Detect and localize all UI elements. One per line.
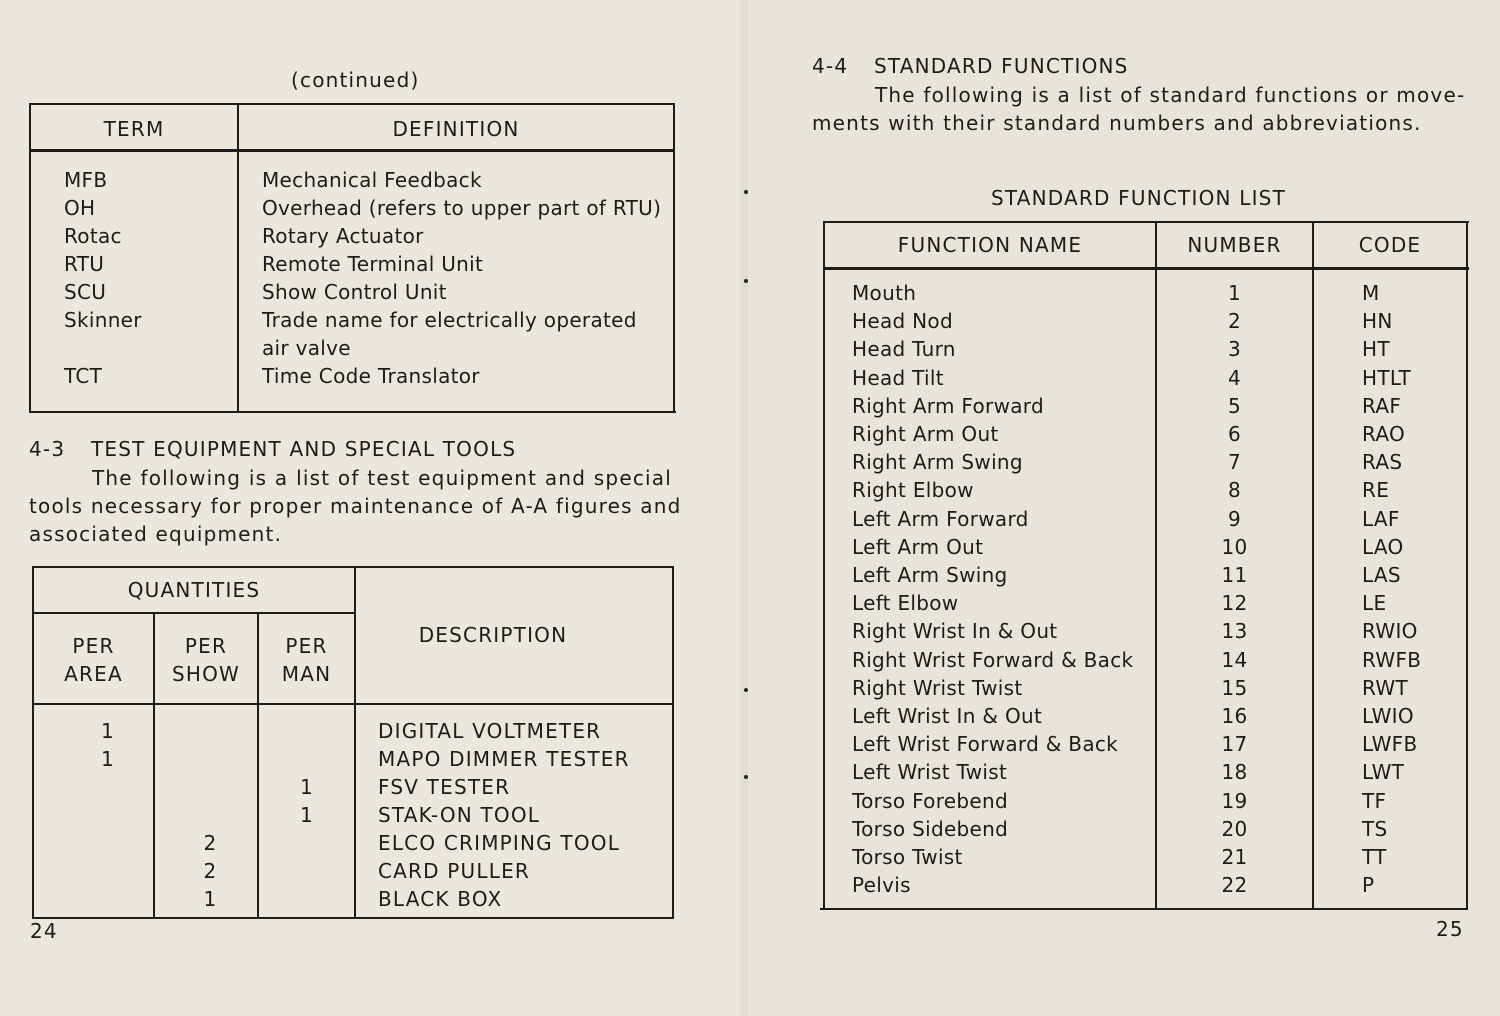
function-code-cell: RWT <box>1362 675 1408 700</box>
tool-description: CARD PULLER <box>378 859 531 883</box>
function-code-cell: HTLT <box>1362 365 1412 390</box>
function-code-cell: RAF <box>1362 393 1402 418</box>
function-code-cell: RAO <box>1362 422 1406 446</box>
function-code-cell: LWIO <box>1362 704 1414 728</box>
qty-per-man: 1 <box>299 803 314 827</box>
function-name-cell: Left Wrist Forward & Back <box>852 732 1119 757</box>
function-name-cell: Left Arm Swing <box>852 563 1008 587</box>
function-code-cell: LE <box>1362 591 1387 616</box>
function-code-cell: LWT <box>1362 760 1405 785</box>
right-page <box>748 0 1500 1016</box>
function-name-cell: Torso Sidebend <box>852 816 1009 841</box>
section-text-line: ments with their standard numbers and abbreviations. <box>812 111 1422 135</box>
function-code-cell: P <box>1362 873 1375 898</box>
function-number-cell: 16 <box>1221 704 1248 728</box>
per-show-header-line2: SHOW <box>171 662 241 686</box>
qty-per-area: 1 <box>100 747 115 771</box>
function-code-cell: LAS <box>1362 563 1401 587</box>
function-name-cell: Torso Forebend <box>852 788 1008 813</box>
section-number: 4-4 <box>812 54 849 78</box>
function-code-cell: RWFB <box>1362 647 1422 672</box>
term-cell: RTU <box>64 252 105 276</box>
function-name-cell: Right Arm Out <box>852 422 999 446</box>
function-code-cell: HT <box>1362 337 1390 362</box>
function-number-cell: 18 <box>1221 760 1248 785</box>
function-name-cell: Right Wrist In & Out <box>852 619 1058 644</box>
function-number-cell: 22 <box>1221 873 1248 898</box>
function-number-cell: 20 <box>1221 816 1248 841</box>
section-text-line: The following is a list of test equipment and special <box>92 466 672 490</box>
function-name-cell: Right Arm Forward <box>852 393 1044 418</box>
tool-description: ELCO CRIMPING TOOL <box>378 831 621 855</box>
function-number-cell: 19 <box>1221 788 1248 813</box>
list-title: STANDARD FUNCTION LIST <box>991 186 1286 210</box>
tool-description: STAK-ON TOOL <box>378 803 541 827</box>
definition-cell: Overhead (refers to upper part of RTU) <box>262 196 662 220</box>
function-number-cell: 8 <box>1227 478 1242 503</box>
function-number-cell: 4 <box>1227 365 1242 390</box>
description-header: DESCRIPTION <box>418 623 568 647</box>
function-number-cell: 21 <box>1221 845 1248 869</box>
qty-per-show: 1 <box>203 887 217 911</box>
left-page <box>0 0 748 1016</box>
term-cell: MFB <box>64 168 108 192</box>
tool-description: DIGITAL VOLTMETER <box>378 719 602 743</box>
tool-description: BLACK BOX <box>378 887 503 911</box>
definition-header: DEFINITION <box>392 117 520 141</box>
definition-cell: Trade name for electrically operated <box>262 308 637 332</box>
definition-cell: Show Control Unit <box>262 280 447 304</box>
number-header: NUMBER <box>1187 233 1282 257</box>
function-code-cell: RE <box>1362 478 1390 503</box>
function-number-cell: 3 <box>1227 337 1242 362</box>
function-name-cell: Right Wrist Forward & Back <box>852 647 1134 672</box>
code-header: CODE <box>1358 233 1422 257</box>
function-number-cell: 5 <box>1227 393 1242 418</box>
definition-cell: Rotary Actuator <box>262 224 424 248</box>
function-number-cell: 11 <box>1221 563 1248 587</box>
function-name-header: FUNCTION NAME <box>897 233 1083 257</box>
definition-cell: air valve <box>262 336 351 360</box>
qty-per-show: 2 <box>203 831 217 855</box>
function-code-cell: HN <box>1362 309 1393 334</box>
section-number: 4-3 <box>29 437 66 461</box>
section-text-line: tools necessary for proper maintenance of A-A figures and <box>29 494 682 518</box>
function-name-cell: Right Arm Swing <box>852 450 1023 475</box>
term-cell: SCU <box>64 280 107 304</box>
per-man-header-line1: PER <box>285 634 328 658</box>
term-header: TERM <box>103 117 165 141</box>
function-code-cell: TS <box>1362 816 1388 841</box>
function-name-cell: Mouth <box>852 281 917 305</box>
function-code-cell: LWFB <box>1362 732 1418 757</box>
function-number-cell: 2 <box>1227 309 1242 334</box>
qty-per-area: 1 <box>100 719 115 743</box>
function-number-cell: 15 <box>1221 675 1248 700</box>
function-name-cell: Head Nod <box>852 309 953 334</box>
per-area-header-line1: PER <box>72 634 115 658</box>
term-cell: OH <box>64 196 96 220</box>
page-number-right: 25 <box>1436 917 1464 941</box>
function-name-cell: Left Elbow <box>852 591 959 616</box>
qty-per-man: 1 <box>299 775 314 799</box>
function-name-cell: Pelvis <box>852 873 911 898</box>
function-name-cell: Left Wrist Twist <box>852 760 1008 785</box>
function-name-cell: Head Turn <box>852 337 956 362</box>
function-number-cell: 7 <box>1227 450 1242 475</box>
definition-cell: Remote Terminal Unit <box>262 252 484 276</box>
function-code-cell: TT <box>1362 845 1387 869</box>
per-man-header-line2: MAN <box>281 662 332 686</box>
function-code-cell: TF <box>1362 788 1387 813</box>
function-number-cell: 13 <box>1221 619 1248 644</box>
term-cell: Skinner <box>64 308 142 332</box>
term-cell: TCT <box>64 364 103 388</box>
function-code-cell: LAO <box>1362 534 1404 559</box>
tool-description: FSV TESTER <box>378 775 511 799</box>
definition-cell: Mechanical Feedback <box>262 168 482 192</box>
function-name-cell: Right Elbow <box>852 478 974 503</box>
function-code-cell: LAF <box>1362 506 1400 531</box>
function-number-cell: 14 <box>1221 647 1248 672</box>
function-number-cell: 17 <box>1221 732 1248 757</box>
term-cell: Rotac <box>64 224 122 248</box>
function-number-cell: 6 <box>1227 422 1242 446</box>
function-code-cell: M <box>1362 281 1380 305</box>
section-title: TEST EQUIPMENT AND SPECIAL TOOLS <box>91 437 517 461</box>
section-title: STANDARD FUNCTIONS <box>874 54 1129 78</box>
function-number-cell: 12 <box>1221 591 1248 616</box>
section-text-line: associated equipment. <box>29 522 283 546</box>
function-code-cell: RWIO <box>1362 619 1418 644</box>
function-code-cell: RAS <box>1362 450 1403 475</box>
definition-cell: Time Code Translator <box>262 364 480 388</box>
page-number-left: 24 <box>30 919 58 943</box>
per-area-header-line2: AREA <box>64 662 123 686</box>
function-number-cell: 1 <box>1227 281 1242 305</box>
function-name-cell: Head Tilt <box>852 365 944 390</box>
function-number-cell: 10 <box>1221 534 1248 559</box>
function-name-cell: Left Arm Forward <box>852 506 1029 531</box>
quantities-header: QUANTITIES <box>127 578 261 602</box>
function-number-cell: 9 <box>1227 506 1242 531</box>
function-name-cell: Left Arm Out <box>852 534 984 559</box>
function-name-cell: Right Wrist Twist <box>852 675 1023 700</box>
tool-description: MAPO DIMMER TESTER <box>378 747 630 771</box>
qty-per-show: 2 <box>203 859 217 883</box>
section-text-line: The following is a list of standard functions or move- <box>875 83 1466 107</box>
function-name-cell: Torso Twist <box>852 845 963 869</box>
continued-label: (continued) <box>291 68 420 92</box>
function-name-cell: Left Wrist In & Out <box>852 704 1043 728</box>
per-show-header-line1: PER <box>184 634 228 658</box>
